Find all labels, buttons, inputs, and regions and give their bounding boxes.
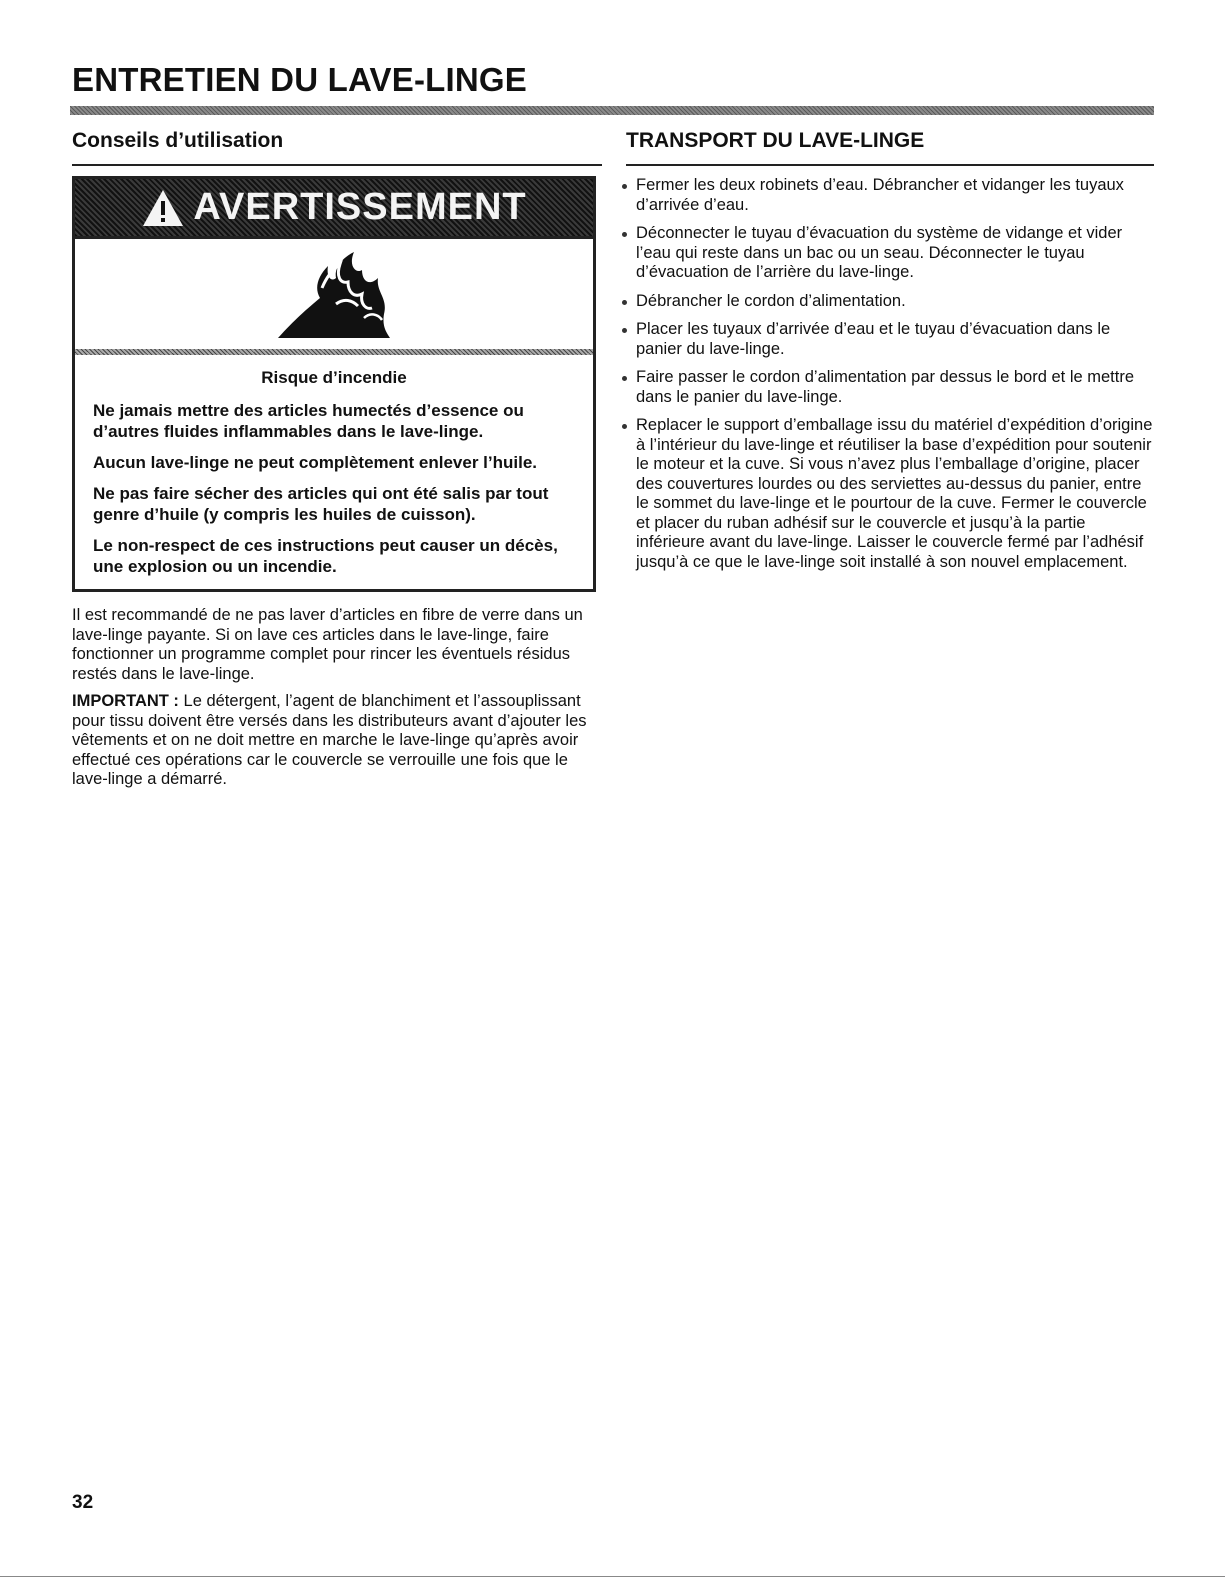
fire-panel [75, 239, 593, 355]
warning-label: AVERTISSEMENT [193, 186, 527, 228]
section-heading-transport: TRANSPORT DU LAVE-LINGE [626, 129, 925, 152]
warning-body [75, 355, 593, 589]
section-heading-tips: Conseils d’utilisation [72, 129, 284, 152]
transport-steps-list [626, 176, 1154, 572]
list-item: Faire passer le cordon d’alimentation par dessus le bord et le mettre dans le panier du lave-linge. [626, 368, 1154, 407]
bottom-rule [0, 1576, 1225, 1577]
page-number: 32 [72, 1492, 94, 1513]
list-item: Replacer le support d’emballage issu du matériel d’expédition d’origine à l’intérieur du lave-linge et réutiliser la base d’expédition pour soutenir le moteur et la cuve. Si vous n’avez plus l’emballage d’origine, placer des couvertures lourdes ou des serviettes au-dessus du panier, entre le sommet du lave-linge et le pourtour de la cuve. Fermer le couvercle et placer du ruban adhésif sur le couvercle et jusqu’à la partie inférieure avant du lave-linge. Laisser le couvercle fermé par l’adhésif jusqu’à ce que le lave-linge soit installé à son nouvel emplacement. [626, 416, 1154, 572]
bullet-icon [622, 376, 627, 381]
fire-icon [274, 248, 394, 340]
list-item: Fermer les deux robinets d’eau. Débrancher et vidanger les tuyaux d’arrivée d’eau. [626, 176, 1154, 215]
important-text: Le détergent, l’agent de blanchiment et l’assouplissant pour tissu doivent être versés dans les distributeurs avant d’ajouter les vêtements et on ne doit mettre en marche le lave-linge qu’après avoir effectué ces opérations car le couvercle se verrouille une fois que le lave-linge a démarré. [72, 692, 587, 788]
left-column [72, 120, 602, 790]
warning-line: Ne jamais mettre des articles humectés d’essence ou d’autres fluides inflammables dans le lave-linge. [93, 401, 524, 441]
warning-triangle-icon [141, 188, 185, 228]
page-title: ENTRETIEN DU LAVE-LINGE [72, 61, 527, 98]
section-rule [72, 164, 602, 166]
right-column [626, 120, 1154, 581]
warning-header [75, 179, 593, 239]
list-item: Placer les tuyaux d’arrivée d’eau et le tuyau d’évacuation dans le panier du lave-linge. [626, 320, 1154, 359]
warning-line: Le non-respect de ces instructions peut causer un décès, une explosion ou un incendie. [93, 536, 558, 576]
warning-line: Ne pas faire sécher des articles qui ont été salis par tout genre d’huile (y compris les huiles de cuisson). [93, 484, 549, 524]
section-rule [626, 164, 1154, 166]
title-rule [70, 106, 1154, 115]
bullet-icon [622, 300, 627, 305]
warning-box [72, 176, 596, 592]
important-paragraph [72, 692, 602, 790]
important-label: IMPORTANT : [72, 692, 179, 710]
bullet-icon [622, 328, 627, 333]
list-item: Déconnecter le tuyau d’évacuation du système de vidange et vider l’eau qui reste dans un bac ou un seau. Déconnecter le tuyau d’évacuation de l’arrière du lave-linge. [626, 224, 1154, 283]
bullet-icon [622, 184, 627, 189]
warning-risk: Risque d’incendie [261, 368, 407, 387]
list-item: Débrancher le cordon d’alimentation. [626, 292, 1154, 312]
fiberglass-paragraph: Il est recommandé de ne pas laver d’articles en fibre de verre dans un lave-linge payante. Si on lave ces articles dans le lave-linge, faire fonctionner un programme complet pour rincer les éventuels résidus restés dans le lave-linge. [72, 606, 583, 683]
bullet-icon [622, 424, 627, 429]
bullet-icon [622, 232, 627, 237]
warning-line: Aucun lave-linge ne peut complètement enlever l’huile. [93, 453, 537, 472]
